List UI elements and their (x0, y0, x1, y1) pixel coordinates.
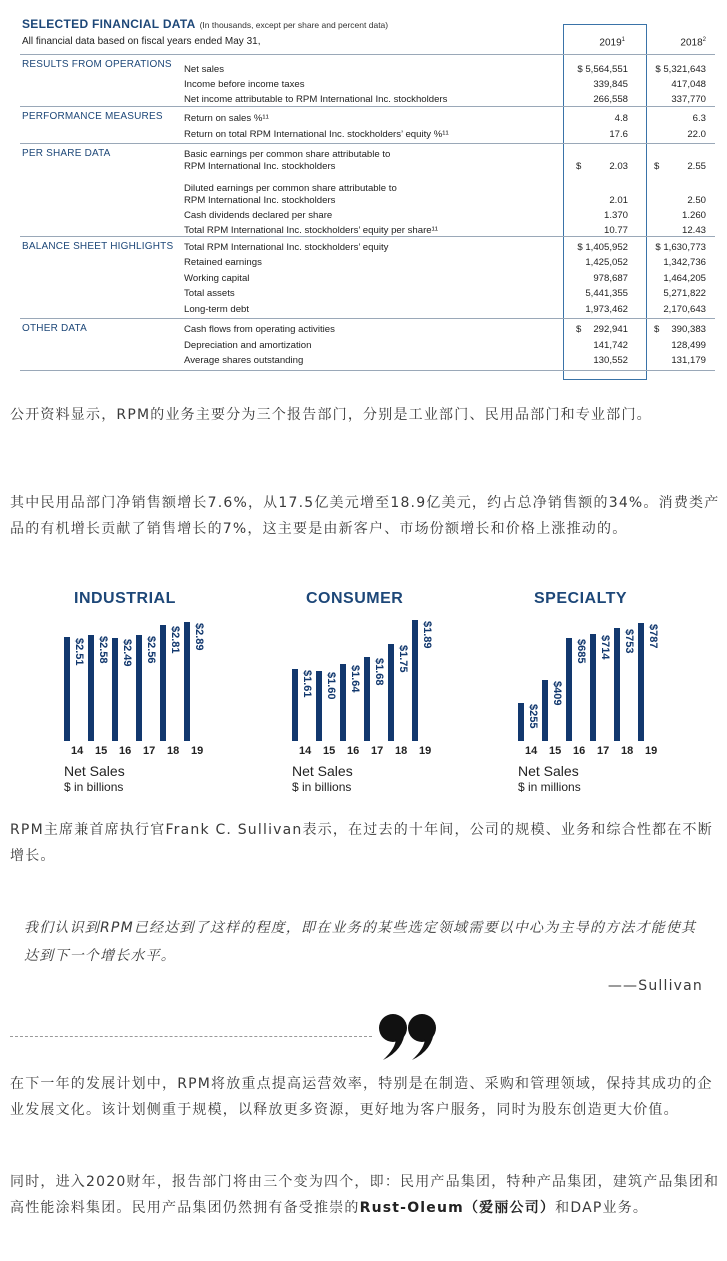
value-2018: 1,464,205 (663, 273, 706, 284)
bar-value-label: $714 (599, 634, 611, 660)
bar-value-label: $1.68 (373, 657, 385, 686)
bar-value-label: $2.51 (73, 638, 85, 666)
bar-value-label: $2.89 (193, 622, 205, 651)
row-label: Average shares outstanding (184, 355, 304, 366)
chart-title: INDUSTRIAL (74, 590, 176, 607)
bar-value-label: $1.64 (349, 664, 361, 693)
value-2018: 22.0 (687, 129, 706, 140)
year-2018-sup: 2 (702, 37, 706, 43)
row-label: Depreciation and amortization (184, 340, 312, 351)
chart-specialty (516, 583, 666, 798)
value-2019: $ 5,564,551 (577, 64, 628, 75)
bar-19 (184, 622, 190, 741)
x-tick-label: 19 (191, 745, 204, 757)
bar-value-label: $409 (551, 680, 563, 706)
bar-value-label: $2.58 (97, 635, 109, 664)
value-2019: 266,558 (593, 94, 628, 105)
bar-15 (542, 680, 548, 741)
x-tick-label: 15 (95, 745, 108, 757)
value-2018: 2,170,643 (663, 304, 706, 315)
x-tick-label: 16 (573, 745, 586, 757)
bar-value-label: $2.81 (169, 626, 181, 654)
bar-17 (590, 634, 596, 741)
section-name: BALANCE SHEET HIGHLIGHTS (22, 241, 174, 252)
value-2019: 2.03 (609, 161, 628, 172)
value-2019: 5,441,355 (585, 288, 628, 299)
dollar-sign-2018: $ (654, 324, 660, 335)
value-2018: 1.260 (681, 210, 706, 221)
p5-part-c: 和DAP业务。 (555, 1200, 649, 1216)
value-2018: 2.55 (687, 161, 706, 172)
value-2018: 131,179 (671, 355, 706, 366)
row-label: Cash flows from operating activities (184, 324, 335, 335)
section-name: PER SHARE DATA (22, 148, 111, 159)
year-2019-sup: 1 (621, 37, 625, 43)
value-2019: 339,845 (593, 79, 628, 90)
quote-attribution: ——Sullivan (607, 978, 703, 994)
rust-oleum-brand: Rust-Oleum（爱丽公司） (359, 1200, 556, 1216)
bar-value-label: $1.60 (325, 671, 337, 700)
row-label: RPM International Inc. stockholders (184, 195, 336, 206)
section-name: OTHER DATA (22, 323, 87, 334)
section-divider (20, 143, 715, 144)
x-tick-label: 15 (549, 745, 562, 757)
row-label: Income before income taxes (184, 79, 305, 90)
chart-x-label: Net Sales (292, 763, 353, 779)
bar-18 (160, 625, 166, 741)
value-2018: 337,770 (671, 94, 706, 105)
value-2019: 292,941 (593, 324, 628, 335)
bar-16 (566, 638, 572, 741)
financial-table (0, 0, 727, 380)
value-2018: $ 1,630,773 (655, 242, 706, 253)
bar-19 (638, 623, 644, 741)
bar-value-label: $1.89 (421, 620, 433, 649)
chart-x-label: Net Sales (64, 763, 125, 779)
value-2018: 2.50 (687, 195, 706, 206)
row-label: Return on total RPM International Inc. stockholders’ equity %¹¹ (184, 129, 449, 140)
dollar-sign-2019: $ (576, 161, 582, 172)
row-label: Long-term debt (184, 304, 250, 315)
x-tick-label: 18 (167, 745, 180, 757)
value-2018: 390,383 (671, 324, 706, 335)
bar-16 (340, 664, 346, 741)
row-label: Net income attributable to RPM International Inc. stockholders (184, 94, 448, 105)
row-label: Diluted earnings per common share attributable to (184, 183, 397, 194)
value-2019: 17.6 (609, 129, 628, 140)
x-tick-label: 18 (621, 745, 634, 757)
x-tick-label: 19 (419, 745, 432, 757)
bar-value-label: $1.75 (397, 645, 409, 673)
value-2019: $ 1,405,952 (577, 242, 628, 253)
x-tick-label: 16 (119, 745, 132, 757)
bar-value-label: $2.49 (121, 639, 133, 667)
row-label: Cash dividends declared per share (184, 210, 333, 221)
chart-consumer (290, 583, 440, 798)
section-name: PERFORMANCE MEASURES (22, 111, 163, 122)
sullivan-quote: 我们认识到RPM已经达到了这样的程度，即在业务的某些选定领域需要以中心为主导的方法才能使其达到下一个增长水平。 (24, 920, 697, 964)
section-divider (20, 318, 715, 319)
value-2018: 12.43 (681, 225, 706, 236)
bar-value-label: $753 (623, 629, 635, 654)
row-label: Working capital (184, 273, 250, 284)
row-label: Total assets (184, 288, 235, 299)
bar-14 (64, 637, 70, 741)
bar-17 (364, 657, 370, 741)
bar-15 (88, 635, 94, 741)
chart-unit-label: $ in billions (64, 780, 124, 794)
chart-x-label: Net Sales (518, 763, 579, 779)
row-label: Return on sales %¹¹ (184, 113, 269, 124)
chart-industrial (62, 583, 212, 798)
x-tick-label: 17 (143, 745, 156, 757)
dollar-sign-2019: $ (576, 324, 582, 335)
year-2019-text: 2019 (599, 37, 622, 49)
bar-17 (136, 635, 142, 741)
value-2018: 417,048 (671, 79, 706, 90)
paragraph-consumer-growth: 其中民用品部门净销售额增长7.6%，从17.5亿美元增至18.9亿美元，约占总净销售额的34%。消费类产品的有机增长贡献了销售增长的7%，这主要是由新客户、市场份额增长和价格上涨推动的。 (10, 495, 720, 537)
row-label: Total RPM International Inc. stockholders’ equity (184, 242, 389, 253)
chart-title: SPECIALTY (534, 590, 628, 607)
x-tick-label: 16 (347, 745, 360, 757)
chart-unit-label: $ in millions (518, 780, 581, 794)
row-label: Retained earnings (184, 257, 262, 268)
bar-15 (316, 671, 322, 741)
section-divider (20, 106, 715, 107)
bar-value-label: $787 (647, 623, 659, 649)
value-2019: 2.01 (609, 195, 628, 206)
section-name: RESULTS FROM OPERATIONS (22, 59, 172, 70)
x-tick-label: 15 (323, 745, 336, 757)
row-label: Basic earnings per common share attributable to (184, 149, 391, 160)
value-2018: $ 5,321,643 (655, 64, 706, 75)
row-label: Net sales (184, 64, 224, 75)
chart-title: CONSUMER (306, 590, 404, 607)
value-2019: 130,552 (593, 355, 628, 366)
p5-part-a: 同时，进入2020财年，报告部门将由三个变为四个，即：民用产品集团，特种产品集团，建筑产品集团和高性能涂料集团。民用产品集团仍然拥有备受推崇的 (10, 1174, 720, 1216)
paragraph-next-year-plan: 在下一年的发展计划中，RPM将放重点提高运营效率，特别是在制造、采购和管理领域，保持其成功的企业发展文化。该计划侧重于规模，以释放更多资源，更好地为客户服务，同时为股东创造更大价值。 (10, 1076, 713, 1118)
bar-14 (518, 703, 524, 741)
value-2019: 10.77 (603, 225, 628, 236)
paragraph-segments: 公开资料显示，RPM的业务主要分为三个报告部门，分别是工业部门、民用品部门和专业部门。 (10, 407, 652, 423)
bar-19 (412, 620, 418, 741)
dollar-sign-2018: $ (654, 161, 660, 172)
bar-18 (614, 628, 620, 741)
bar-14 (292, 669, 298, 741)
value-2018: 1,342,736 (663, 257, 706, 268)
value-2019: 1,973,462 (585, 304, 628, 315)
x-tick-label: 17 (597, 745, 610, 757)
value-2018: 6.3 (692, 113, 706, 124)
financial-subtitle: All financial data based on fiscal years ended May 31, (22, 36, 261, 47)
value-2018: 5,271,822 (663, 288, 706, 299)
x-tick-label: 19 (645, 745, 658, 757)
x-tick-label: 14 (525, 745, 538, 757)
bar-value-label: $1.61 (301, 669, 313, 698)
x-tick-label: 18 (395, 745, 408, 757)
bar-value-label: $685 (575, 639, 587, 664)
paragraph-four-segments (10, 1169, 720, 1221)
bar-value-label: $2.56 (145, 636, 157, 664)
row-label: Total RPM International Inc. stockholders’ equity per share¹¹ (184, 225, 438, 236)
year-2018-text: 2018 (680, 37, 703, 49)
row-label: RPM International Inc. stockholders (184, 161, 336, 172)
value-2019: 4.8 (614, 113, 628, 124)
x-tick-label: 14 (71, 745, 84, 757)
financial-title-note: (In thousands, except per share and percent data) (199, 20, 389, 30)
value-2019: 1,425,052 (585, 257, 628, 268)
section-divider (20, 54, 715, 55)
section-divider (20, 236, 715, 237)
value-2018: 128,499 (671, 340, 706, 351)
x-tick-label: 14 (299, 745, 312, 757)
paragraph-sullivan-intro: RPM主席兼首席执行官Frank C. Sullivan表示，在过去的十年间，公司的规模、业务和综合性都在不断增长。 (10, 822, 713, 864)
quote-divider (10, 1036, 372, 1037)
quote-mark-icon (378, 1010, 440, 1062)
financial-title-text: SELECTED FINANCIAL DATA (22, 17, 196, 31)
bar-18 (388, 644, 394, 741)
net-sales-charts (0, 583, 727, 798)
bar-16 (112, 638, 118, 741)
value-2019: 978,687 (593, 273, 628, 284)
chart-unit-label: $ in billions (292, 780, 352, 794)
value-2019: 1.370 (603, 210, 628, 221)
value-2019: 141,742 (593, 340, 628, 351)
financial-title (22, 17, 388, 31)
bar-value-label: $255 (527, 703, 539, 729)
table-bottom-divider (20, 370, 715, 371)
x-tick-label: 17 (371, 745, 384, 757)
